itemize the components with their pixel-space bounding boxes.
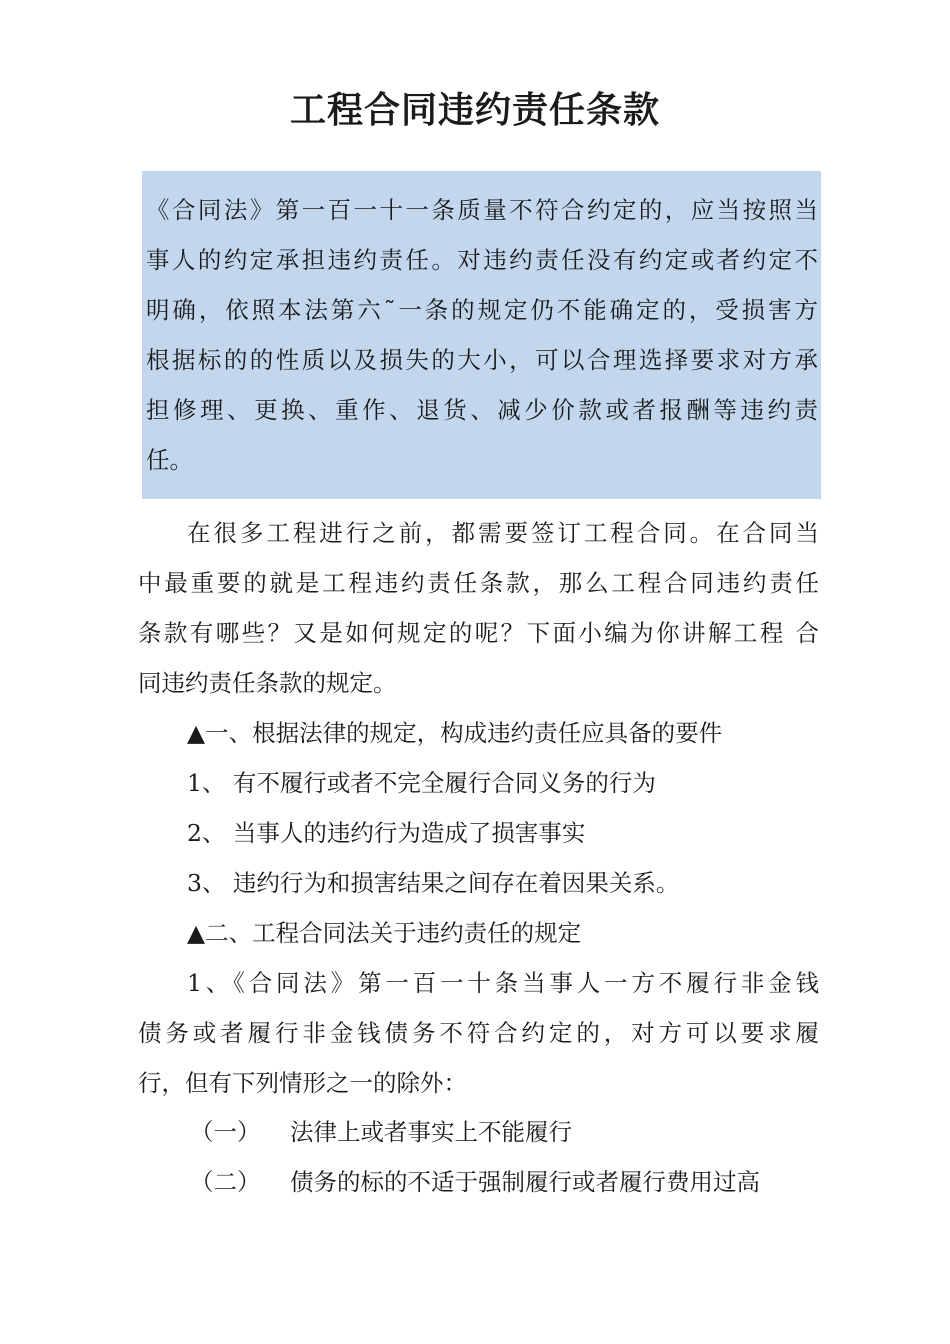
quote-line: 任。: [146, 446, 193, 474]
quote-line: 《合同法》第一百一十一条质量不符合约定的，应当按照当: [146, 196, 818, 224]
quote-line: 担修理、更换、重作、退货、减少价款或者报酬等违约责: [146, 396, 818, 424]
page-title: 工程合同违约责任条款: [289, 89, 660, 131]
section1-item: 1、 有不履行或者不完全履行合同义务的行为: [187, 769, 656, 797]
section1-item: 2、 当事人的违约行为造成了损害事实: [187, 819, 586, 847]
intro-line: 同违约责任条款的规定。: [138, 669, 397, 697]
intro-line: 条款有哪些？又是如何规定的呢？下面小编为你讲解工程 合: [138, 619, 819, 647]
sub-item-number: （一）: [190, 1118, 261, 1146]
quote-line: 明确，依照本法第六˜一条的规定仍不能确定的，受损害方: [146, 296, 818, 324]
sub-item-text: 法律上或者事实上不能履行: [290, 1118, 572, 1146]
section2-para-line: 1、《合同法》第一百一十条当事人一方不履行非金钱: [187, 969, 819, 997]
intro-line: 在很多工程进行之前，都需要签订工程合同。在合同当: [187, 519, 819, 547]
section1-item: 3、 违约行为和损害结果之间存在着因果关系。: [187, 869, 680, 897]
sub-item-number: （二）: [190, 1168, 261, 1196]
intro-line: 中最重要的就是工程违约责任条款，那么工程合同违约责任: [138, 569, 819, 597]
quote-line: 事人的约定承担违约责任。对违约责任没有约定或者约定不: [146, 246, 818, 274]
quote-line: 根据标的的性质以及损失的大小，可以合理选择要求对方承: [146, 346, 818, 374]
section2-para-line: 债务或者履行非金钱债务不符合约定的，对方可以要求履: [138, 1019, 819, 1047]
section2-heading: ▲二、工程合同法关于违约责任的规定: [187, 919, 582, 947]
sub-item-text: 债务的标的不适于强制履行或者履行费用过高: [290, 1168, 760, 1196]
section1-heading: ▲一、根据法律的规定，构成违约责任应具备的要件: [187, 719, 723, 747]
section2-para-line: 行，但有下列情形之一的除外：: [138, 1069, 467, 1097]
